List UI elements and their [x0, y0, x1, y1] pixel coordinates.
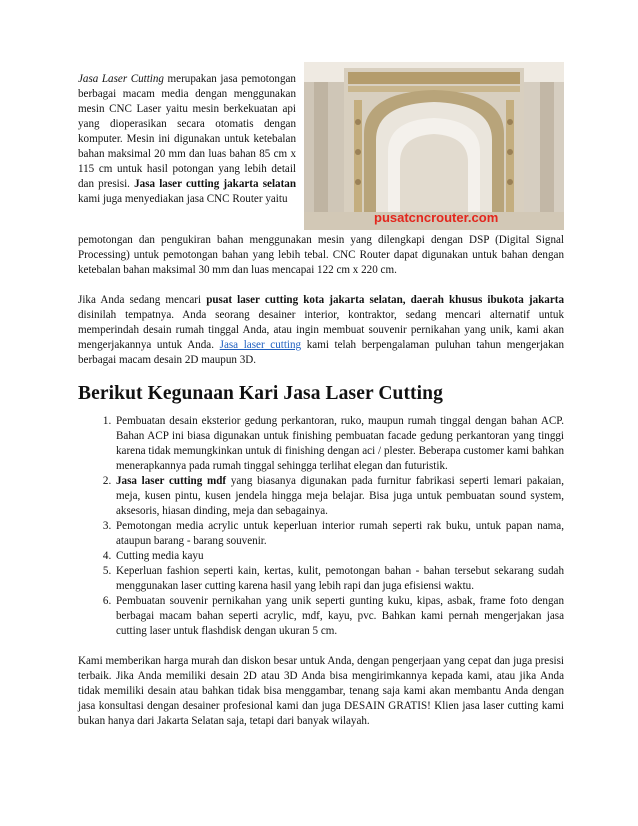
list-item-text: Cutting media kayu	[116, 550, 204, 562]
p2-text-3: kami telah berpengalaman puluhan tahun mengerjakan berbagai macam desain 2D maupun 3D.	[78, 339, 564, 366]
uses-list	[78, 414, 564, 639]
list-item-text: Pemotongan media acrylic untuk keperluan interior rumah seperti rak buku, untuk papan nama, ataupun barang - barang souvenir.	[116, 520, 564, 547]
intro-bold-1: Jasa laser cutting jakarta selatan	[134, 178, 296, 190]
list-item	[114, 519, 564, 549]
closing-paragraph: Kami memberikan harga murah dan diskon besar untuk Anda, dengan pengerjaan yang cepat dan juga presisi terbaik. Jika Anda memiliki desain 2D atau 3D Anda bisa mengirimkannya kepada kami, atau jika Anda tidak memiliki desain atau bahkan tidak bisa menggambar, tenang saja kami akan membantu Anda dengan jasa konsultasi dengan desainer profesional kami dan juga DESAIN GRATIS! Klien jasa laser cutting kami bukan hanya dari Jakarta Selatan saja, tetapi dari banyak wilayah.	[78, 655, 564, 727]
intro-text-2: kami juga menyediakan jasa CNC Router yaitu	[78, 193, 288, 205]
list-item-text: Keperluan fashion seperti kain, kertas, kulit, pemotongan bahan - bahan tersebut sekarang sudah menggunakan laser cutting karena hasil yang lebih rapi dan juga efisiensi waktu.	[116, 565, 564, 592]
list-item-text: Pembuatan desain eksterior gedung perkantoran, ruko, maupun rumah tinggal dengan bahan ACP. Bahan ACP ini biasa digunakan untuk finishing pembuatan facade gedung perkantoran yang tinggi karena tidak memungkinkan untuk di finishing dengan aci / plester. Beberapa customer kami bahkan menerapkannya pada rumah tinggal sehingga terlihat elegan dan futuristik.	[116, 415, 564, 472]
mihrab-image	[304, 62, 564, 230]
list-item-text: Pembuatan souvenir pernikahan yang unik seperti gunting kuku, kipas, asbak, frame foto dengan berbagai macam bahan seperti acrylic, mdf, kayu, pvc. Bahkan kami pernah mengerjakan jasa cutting laser untuk flashdisk dengan ukuran 5 cm.	[116, 595, 564, 637]
document-page	[78, 0, 564, 727]
list-item	[114, 594, 564, 639]
photo-watermark: pusatcncrouter.com	[374, 210, 499, 225]
list-item-bold: Jasa laser cutting mdf	[116, 475, 227, 487]
intro-paragraph	[78, 72, 296, 207]
list-item-text: yang biasanya digunakan pada furnitur fabrikasi seperti lemari pakaian, meja, kusen pintu, kusen jendela hingga meja belajar. Bisa juga untuk pembuatan sound system, aksesoris, hiasan dinding, meja dan sebagainya.	[116, 475, 564, 517]
jasa-laser-cutting-link[interactable]: Jasa laser cutting	[219, 339, 302, 351]
list-item	[114, 414, 564, 474]
mihrab-photo	[304, 62, 564, 230]
intro-section	[78, 0, 564, 232]
body-content	[78, 233, 564, 729]
list-item	[114, 564, 564, 594]
p2-text-1: Jika Anda sedang mencari	[78, 294, 207, 306]
p2-bold: pusat laser cutting kota jakarta selatan, daerah khusus ibukota jakarta	[206, 294, 564, 306]
p2-text-2: disinilah tempatnya. Anda seorang desainer interior, kontraktor, sedang mencari alternatif untuk memperindah desain rumah tinggal Anda, atau ingin membuat souvenir pernikahan yang unik, kami akan mengerjakannya untuk Anda.	[78, 309, 564, 351]
list-item	[114, 474, 564, 519]
intro-continuation: pemotongan dan pengukiran bahan menggunakan mesin yang dilengkapi dengan DSP (Digital Signal Processing) untuk pemotongan bahan yang lebih tebal. CNC Router dapat digunakan untuk bahan dengan ketebalan bahan maksimal 30 mm dan luas mencapai 122 cm x 220 cm.	[78, 234, 564, 276]
intro-italic-lead: Jasa Laser Cutting	[78, 73, 164, 85]
list-item	[114, 549, 564, 564]
intro-text-1: merupakan jasa pemotongan berbagai macam media dengan menggunakan mesin CNC Laser yaitu mesin berkekuatan api yang dioperasikan secara otomatis dengan komputer. Mesin ini digunakan untuk ketebalan bahan maksimal 20 mm dan luas bahan 85 cm x 115 cm untuk hasil potongan yang lebih detail dan presisi.	[78, 73, 296, 190]
paragraph-2	[78, 293, 564, 368]
section-heading: Berikut Kegunaan Kari Jasa Laser Cutting	[78, 383, 443, 404]
